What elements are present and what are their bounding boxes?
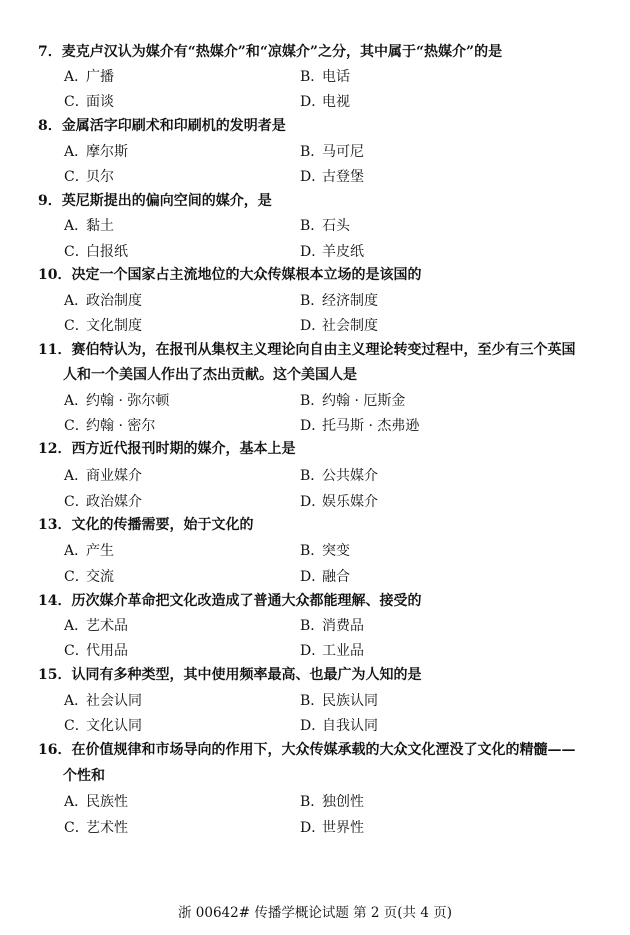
option-letter: D． — [300, 820, 326, 836]
option-text: 约翰 · 弥尔顿 — [86, 393, 170, 409]
option-text: 文化制度 — [86, 318, 142, 334]
question-number: 7． — [38, 44, 62, 60]
option-d — [300, 567, 350, 587]
option-letter: B． — [300, 293, 325, 309]
option-letter: C． — [64, 820, 89, 836]
option-text: 商业媒介 — [86, 468, 142, 484]
option-text: 社会制度 — [322, 318, 378, 334]
option-b — [300, 466, 378, 486]
option-letter: D． — [300, 569, 326, 585]
question-16-stem — [38, 740, 575, 760]
option-letter: B． — [300, 393, 325, 409]
option-text: 贝尔 — [86, 169, 114, 185]
option-letter: C． — [64, 169, 89, 185]
option-text: 摩尔斯 — [86, 144, 128, 160]
option-text: 古登堡 — [322, 169, 364, 185]
option-text: 面谈 — [86, 94, 114, 110]
option-text: 约翰 · 厄斯金 — [322, 393, 406, 409]
option-letter: C． — [64, 418, 89, 434]
option-text: 娱乐媒介 — [322, 494, 378, 510]
option-letter: A． — [64, 618, 89, 634]
option-letter: C． — [64, 569, 89, 585]
option-text: 石头 — [322, 218, 350, 234]
option-text: 交流 — [86, 569, 114, 585]
question-text: 金属活字印刷术和印刷机的发明者是 — [61, 118, 286, 134]
question-11-stem — [38, 340, 575, 360]
option-d — [300, 167, 364, 187]
option-letter: B． — [300, 69, 325, 85]
question-9-stem — [38, 191, 272, 211]
option-letter: C． — [64, 718, 89, 734]
option-text: 政治制度 — [86, 293, 142, 309]
option-a — [64, 216, 114, 236]
option-text: 电视 — [322, 94, 350, 110]
option-letter: D． — [300, 494, 326, 510]
option-b — [300, 792, 364, 812]
option-text: 工业品 — [322, 643, 364, 659]
option-text: 艺术性 — [86, 820, 128, 836]
option-c — [64, 818, 128, 838]
option-letter: B． — [300, 794, 325, 810]
option-text: 社会认同 — [86, 693, 142, 709]
option-text: 独创性 — [322, 794, 364, 810]
question-13-stem — [38, 515, 253, 535]
option-a — [64, 466, 142, 486]
option-c — [64, 716, 142, 736]
option-text: 经济制度 — [322, 293, 378, 309]
option-d — [300, 242, 364, 262]
option-text: 约翰 · 密尔 — [86, 418, 156, 434]
question-12-stem — [38, 439, 295, 459]
option-text: 黏土 — [86, 218, 114, 234]
question-text-continuation: 个性和 — [63, 768, 105, 784]
option-d — [300, 492, 378, 512]
option-text: 融合 — [322, 569, 350, 585]
option-letter: A． — [64, 393, 89, 409]
option-letter: C． — [64, 643, 89, 659]
option-a — [64, 291, 142, 311]
option-text: 民族认同 — [322, 693, 378, 709]
question-text: 麦克卢汉认为媒介有“热媒介”和“凉媒介”之分，其中属于“热媒介”的是 — [61, 44, 503, 60]
question-text: 英尼斯提出的偏向空间的媒介，是 — [61, 193, 272, 209]
option-text: 突变 — [322, 543, 350, 559]
option-letter: D． — [300, 643, 326, 659]
question-number: 10． — [38, 267, 72, 283]
question-number: 15． — [38, 667, 72, 683]
question-7-stem — [38, 42, 502, 62]
option-c — [64, 641, 128, 661]
option-letter: B． — [300, 693, 325, 709]
question-10-stem — [38, 265, 421, 285]
option-letter: A． — [64, 69, 89, 85]
question-text: 文化的传播需要，始于文化的 — [71, 517, 254, 533]
option-b — [300, 291, 378, 311]
question-number: 13． — [38, 517, 72, 533]
option-b — [300, 142, 364, 162]
question-8-stem — [38, 116, 286, 136]
question-number: 12． — [38, 441, 72, 457]
question-text: 在价值规律和市场导向的作用下，大众传媒承载的大众文化湮没了文化的精髓—— — [71, 742, 576, 758]
option-text: 白报纸 — [86, 244, 128, 260]
option-c — [64, 416, 155, 436]
question-text: 赛伯特认为，在报刊从集权主义理论向自由主义理论转变过程中，至少有三个英国 — [71, 342, 576, 358]
option-text: 羊皮纸 — [322, 244, 364, 260]
option-a — [64, 67, 114, 87]
option-c — [64, 567, 114, 587]
option-letter: C． — [64, 318, 89, 334]
option-text: 民族性 — [86, 794, 128, 810]
option-letter: D． — [300, 169, 326, 185]
option-b — [300, 391, 405, 411]
option-a — [64, 691, 142, 711]
option-letter: C． — [64, 494, 89, 510]
option-c — [64, 492, 142, 512]
option-text: 文化认同 — [86, 718, 142, 734]
option-b — [300, 541, 350, 561]
option-letter: D． — [300, 418, 326, 434]
option-text: 代用品 — [86, 643, 128, 659]
option-letter: A． — [64, 144, 89, 160]
option-letter: D． — [300, 718, 326, 734]
question-number: 9． — [38, 193, 62, 209]
question-15-stem — [38, 665, 421, 685]
question-number: 11． — [38, 342, 72, 358]
option-text: 马可尼 — [322, 144, 364, 160]
option-text: 消费品 — [322, 618, 364, 634]
question-number: 8． — [38, 118, 62, 134]
option-c — [64, 167, 114, 187]
option-letter: A． — [64, 794, 89, 810]
option-b — [300, 216, 350, 236]
option-letter: D． — [300, 318, 326, 334]
question-text: 认同有多种类型，其中使用频率最高、也最广为人知的是 — [71, 667, 422, 683]
page-footer: 浙 00642# 传播学概论试题 第 2 页(共 4 页) — [177, 905, 452, 921]
option-b — [300, 67, 350, 87]
option-text: 托马斯 · 杰弗逊 — [322, 418, 420, 434]
option-b — [300, 616, 364, 636]
option-text: 公共媒介 — [322, 468, 378, 484]
option-d — [300, 818, 364, 838]
question-text: 决定一个国家占主流地位的大众传媒根本立场的是该国的 — [71, 267, 422, 283]
option-letter: B． — [300, 218, 325, 234]
option-letter: B． — [300, 543, 325, 559]
option-c — [64, 316, 142, 336]
option-text: 世界性 — [322, 820, 364, 836]
option-letter: A． — [64, 468, 89, 484]
option-d — [300, 416, 419, 436]
option-a — [64, 616, 128, 636]
option-letter: C． — [64, 244, 89, 260]
option-letter: A． — [64, 293, 89, 309]
option-d — [300, 716, 378, 736]
option-a — [64, 541, 114, 561]
option-letter: D． — [300, 244, 326, 260]
option-a — [64, 792, 128, 812]
option-letter: D． — [300, 94, 326, 110]
option-letter: B． — [300, 144, 325, 160]
option-text: 自我认同 — [322, 718, 378, 734]
option-d — [300, 316, 378, 336]
option-text: 电话 — [322, 69, 350, 85]
option-letter: B． — [300, 618, 325, 634]
option-letter: A． — [64, 543, 89, 559]
question-text-continuation: 人和一个美国人作出了杰出贡献。这个美国人是 — [63, 367, 357, 383]
question-number: 14． — [38, 593, 72, 609]
question-text: 西方近代报刊时期的媒介，基本上是 — [71, 441, 296, 457]
question-14-stem — [38, 591, 421, 611]
option-text: 产生 — [86, 543, 114, 559]
option-d — [300, 641, 364, 661]
option-c — [64, 92, 114, 112]
option-letter: B． — [300, 468, 325, 484]
option-letter: A． — [64, 693, 89, 709]
option-b — [300, 691, 378, 711]
option-letter: C． — [64, 94, 89, 110]
option-a — [64, 391, 169, 411]
option-c — [64, 242, 128, 262]
question-text: 历次媒介革命把文化改造成了普通大众都能理解、接受的 — [71, 593, 422, 609]
option-text: 广播 — [86, 69, 114, 85]
option-a — [64, 142, 128, 162]
option-text: 政治媒介 — [86, 494, 142, 510]
option-text: 艺术品 — [86, 618, 128, 634]
option-letter: A． — [64, 218, 89, 234]
question-number: 16． — [38, 742, 72, 758]
option-d — [300, 92, 350, 112]
